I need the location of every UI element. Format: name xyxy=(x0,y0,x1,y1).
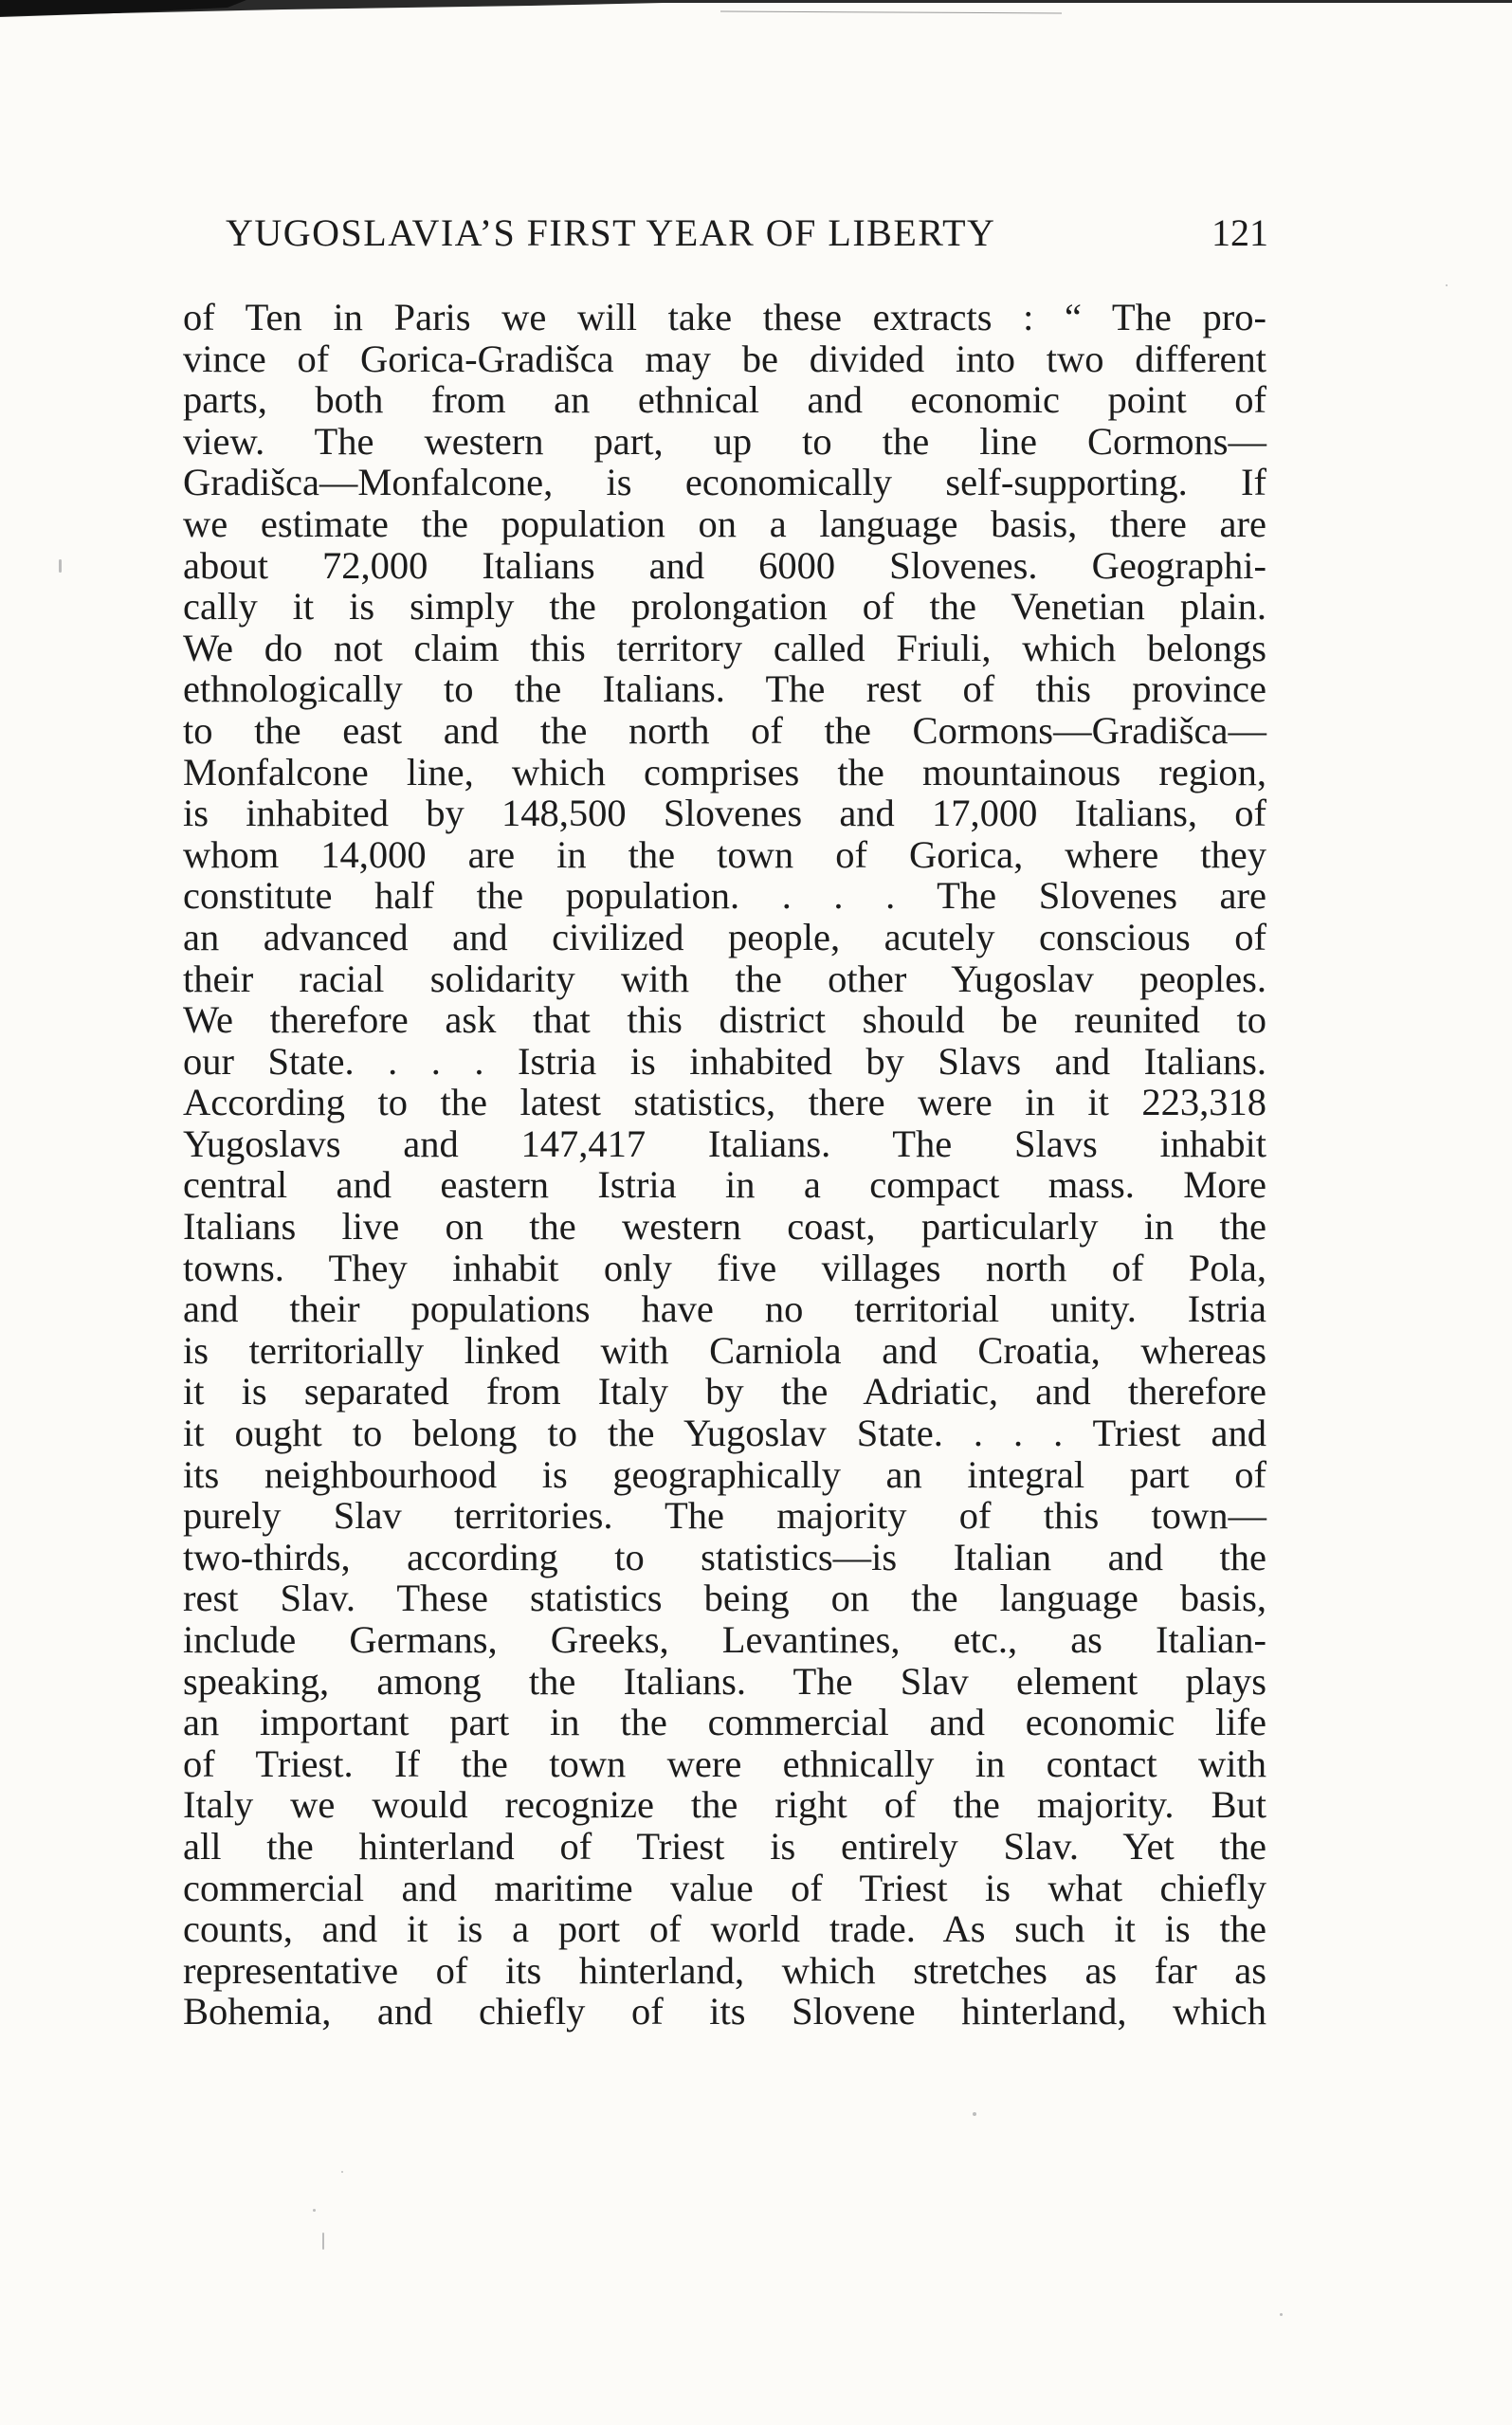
text-line: an important part in the commercial and economic life xyxy=(183,1701,1266,1744)
text-line: their racial solidarity with the other Yugoslav peoples. xyxy=(183,957,1266,1000)
scan-speck xyxy=(322,2233,324,2250)
scan-speck xyxy=(313,2209,316,2212)
text-line: an advanced and civilized people, acutely conscious of xyxy=(183,915,1266,958)
text-line: Monfalcone line, which comprises the mountainous region, xyxy=(183,750,1266,793)
running-title: YUGOSLAVIA’S FIRST YEAR OF LIBERTY xyxy=(226,211,996,254)
text-line: of Triest. If the town were ethnically in contact with xyxy=(183,1741,1266,1785)
text-line: central and eastern Istria in a compact mass. More xyxy=(183,1163,1266,1207)
text-line: all the hinterland of Triest is entirely Slav. Yet the xyxy=(183,1824,1266,1868)
text-line: purely Slav territories. The majority of this town— xyxy=(183,1494,1266,1538)
text-line: We therefore ask that this district should be reunited to xyxy=(183,998,1266,1042)
text-line: of Ten in Paris we will take these extracts : “ The pro- xyxy=(183,296,1266,338)
text-line: speaking, among the Italians. The Slav element plays xyxy=(183,1659,1266,1703)
page-number: 121 xyxy=(1211,211,1268,254)
text-line: counts, and it is a port of world trade. As such it is the xyxy=(183,1907,1266,1951)
text-line: According to the latest statistics, there were in it 223,318 xyxy=(183,1081,1266,1124)
text-line: view. The western part, up to the line Cormons— xyxy=(183,419,1266,463)
text-line: Italians live on the western coast, particularly in the xyxy=(183,1205,1266,1249)
scan-speck xyxy=(59,559,62,573)
text-line: ethnologically to the Italians. The rest of this province xyxy=(183,667,1266,711)
text-line: commercial and maritime value of Triest is what chiefly xyxy=(183,1866,1266,1909)
scan-edge-rule xyxy=(0,0,1512,21)
text-line: our State. . . . Istria is inhabited by Slavs and Italians. xyxy=(183,1039,1266,1083)
scan-speck xyxy=(341,2171,343,2173)
text-line: is inhabited by 148,500 Slovenes and 17,000 Italians, of xyxy=(183,792,1266,835)
scan-speck xyxy=(1280,2313,1283,2316)
text-line: Bohemia, and chiefly of its Slovene hinterland, which xyxy=(183,1990,1266,2033)
text-line: towns. They inhabit only five villages north of Pola, xyxy=(183,1246,1266,1289)
text-line: two-thirds, according to statistics—is Italian and the xyxy=(183,1535,1266,1578)
text-line: cally it is simply the prolongation of the Venetian plain. xyxy=(183,585,1266,629)
text-line: and their populations have no territorial unity. Istria xyxy=(183,1287,1266,1331)
text-line: to the east and the north of the Cormons—Gradišca— xyxy=(183,708,1266,752)
scan-speck xyxy=(973,2112,976,2116)
text-line: it is separated from Italy by the Adriatic, and therefore xyxy=(183,1370,1266,1413)
running-header xyxy=(226,210,1268,267)
text-line: constitute half the population. . . . The Slovenes are xyxy=(183,874,1266,918)
text-line: representative of its hinterland, which stretches as far as xyxy=(183,1948,1266,1992)
text-line: include Germans, Greeks, Levantines, etc., as Italian- xyxy=(183,1618,1266,1661)
body-text xyxy=(183,297,1266,2033)
scan-speck xyxy=(1446,284,1448,286)
text-line: it ought to belong to the Yugoslav State. . . . Triest and xyxy=(183,1412,1266,1455)
text-line: Italy we would recognize the right of the majority. But xyxy=(183,1783,1266,1827)
text-line: Yugoslavs and 147,417 Italians. The Slavs inhabit xyxy=(183,1121,1266,1165)
text-line: Gradišca—Monfalcone, is economically self-supporting. If xyxy=(183,461,1266,504)
text-line: parts, both from an ethnical and economic point of xyxy=(183,378,1266,422)
text-line: We do not claim this territory called Friuli, which belongs xyxy=(183,626,1266,669)
text-line: whom 14,000 are in the town of Gorica, where they xyxy=(183,832,1266,876)
text-line: is territorially linked with Carniola and Croatia, whereas xyxy=(183,1328,1266,1372)
text-line: we estimate the population on a language basis, there are xyxy=(183,501,1266,545)
text-line: rest Slav. These statistics being on the language basis, xyxy=(183,1577,1266,1620)
text-line: vince of Gorica-Gradišca may be divided into two different xyxy=(183,337,1266,380)
text-line: about 72,000 Italians and 6000 Slovenes. Geographi- xyxy=(183,543,1266,587)
text-line: its neighbourhood is geographically an integral part of xyxy=(183,1452,1266,1496)
